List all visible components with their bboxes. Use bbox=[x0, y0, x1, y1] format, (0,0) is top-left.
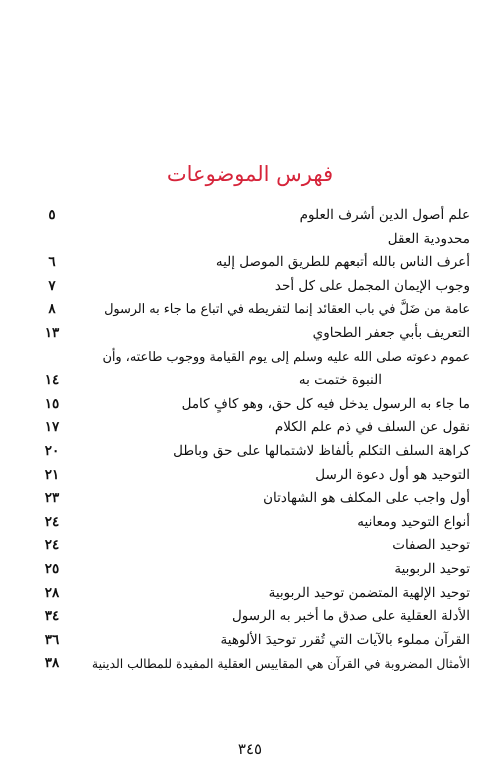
toc-entry bbox=[40, 369, 470, 393]
toc-entry bbox=[40, 275, 470, 299]
toc-entry-page: ٢١ bbox=[44, 466, 60, 483]
toc-entry bbox=[40, 464, 470, 488]
toc-entry-title: نقول عن السلف في ذم علم الكلام bbox=[274, 419, 470, 436]
toc-entry-page: ٢٨ bbox=[44, 584, 60, 601]
toc-entry-title: أول واجب على المكلف هو الشهادتان bbox=[263, 490, 470, 507]
toc-entry-page: ٥ bbox=[48, 207, 56, 223]
table-of-contents bbox=[40, 204, 470, 676]
toc-entry-title: توحيد الصفات bbox=[392, 537, 470, 554]
toc-entry-title: الأدلة العقلية على صدق ما أخبر به الرسول bbox=[231, 608, 470, 625]
toc-entry bbox=[40, 393, 470, 417]
toc-entry-title: التوحيد هو أول دعوة الرسل bbox=[315, 466, 470, 483]
toc-entry bbox=[40, 416, 470, 440]
toc-entry-title: توحيد الربوبية bbox=[394, 560, 470, 577]
toc-entry-page: ٢٠ bbox=[44, 442, 60, 459]
toc-entry-page: ٣٨ bbox=[44, 655, 60, 672]
toc-entry bbox=[40, 228, 470, 252]
toc-entry bbox=[40, 511, 470, 535]
toc-entry-title: أعرف الناس بالله أتبعهم للطريق الموصل إليه bbox=[215, 254, 470, 271]
toc-entry-page: ٣٦ bbox=[44, 631, 60, 648]
page-title: فهرس الموضوعات bbox=[166, 162, 334, 186]
toc-entry-title: وجوب الإيمان المجمل على كل أحد bbox=[274, 277, 470, 294]
toc-entry-title: توحيد الإلهية المتضمن توحيد الربوبية bbox=[268, 584, 470, 601]
toc-entry bbox=[40, 298, 470, 322]
toc-entry-page: ١٤ bbox=[44, 372, 60, 389]
toc-entry-title: محدودية العقل bbox=[387, 230, 470, 247]
toc-entry-page: ٢٥ bbox=[44, 560, 60, 577]
toc-entry bbox=[40, 534, 470, 558]
toc-entry-title: علم أصول الدين أشرف العلوم bbox=[299, 207, 470, 223]
toc-entry-title: كراهة السلف التكلم بألفاظ لاشتمالها على حق وباطل bbox=[173, 442, 470, 459]
toc-entry-page: ٢٤ bbox=[44, 513, 60, 530]
toc-entry-page: ٦ bbox=[48, 254, 56, 271]
page-number: ٣٤٥ bbox=[237, 740, 263, 758]
toc-entry-title: النبوة ختمت به bbox=[298, 372, 382, 389]
toc-entry-page: ٢٤ bbox=[44, 537, 60, 554]
toc-entry bbox=[40, 440, 470, 464]
toc-entry-page: ١٣ bbox=[44, 324, 60, 341]
toc-entry-title: عامة من ضَلَّ في باب العقائد إنما لتفريطه في اتباع ما جاء به الرسول bbox=[104, 302, 470, 318]
toc-entry-title: عموم دعوته صلى الله عليه وسلم إلى يوم القيامة ووجوب طاعته، وأن bbox=[102, 349, 470, 365]
toc-entry bbox=[40, 322, 470, 346]
toc-entry bbox=[40, 558, 470, 582]
toc-entry-page: ٣٤ bbox=[44, 608, 60, 625]
toc-entry-title: التعريف بأبي جعفر الطحاوي bbox=[312, 324, 470, 341]
toc-entry bbox=[40, 346, 470, 370]
toc-entry-title: القرآن مملوء بالآيات التي تُقرر توحيدَ الألوهية bbox=[220, 631, 470, 648]
toc-entry bbox=[40, 605, 470, 629]
toc-entry-title: الأمثال المضروبة في القرآن هي المقاييس العقلية المفيدة للمطالب الدينية bbox=[91, 656, 470, 672]
toc-entry-page: ٨ bbox=[48, 301, 56, 318]
toc-entry-title: ما جاء به الرسول يدخل فيه كل حق، وهو كافٍ كامل bbox=[181, 395, 470, 412]
toc-entry bbox=[40, 629, 470, 653]
toc-entry bbox=[40, 582, 470, 606]
toc-entry-page: ٢٣ bbox=[44, 490, 60, 507]
toc-entry bbox=[40, 204, 470, 228]
toc-entry-page: ١٥ bbox=[44, 395, 60, 412]
toc-entry-page: ١٧ bbox=[44, 419, 60, 436]
toc-entry bbox=[40, 652, 470, 676]
toc-entry bbox=[40, 251, 470, 275]
toc-entry-page: ٧ bbox=[48, 277, 56, 294]
toc-entry-title: أنواع التوحيد ومعانيه bbox=[357, 513, 470, 530]
toc-entry bbox=[40, 487, 470, 511]
